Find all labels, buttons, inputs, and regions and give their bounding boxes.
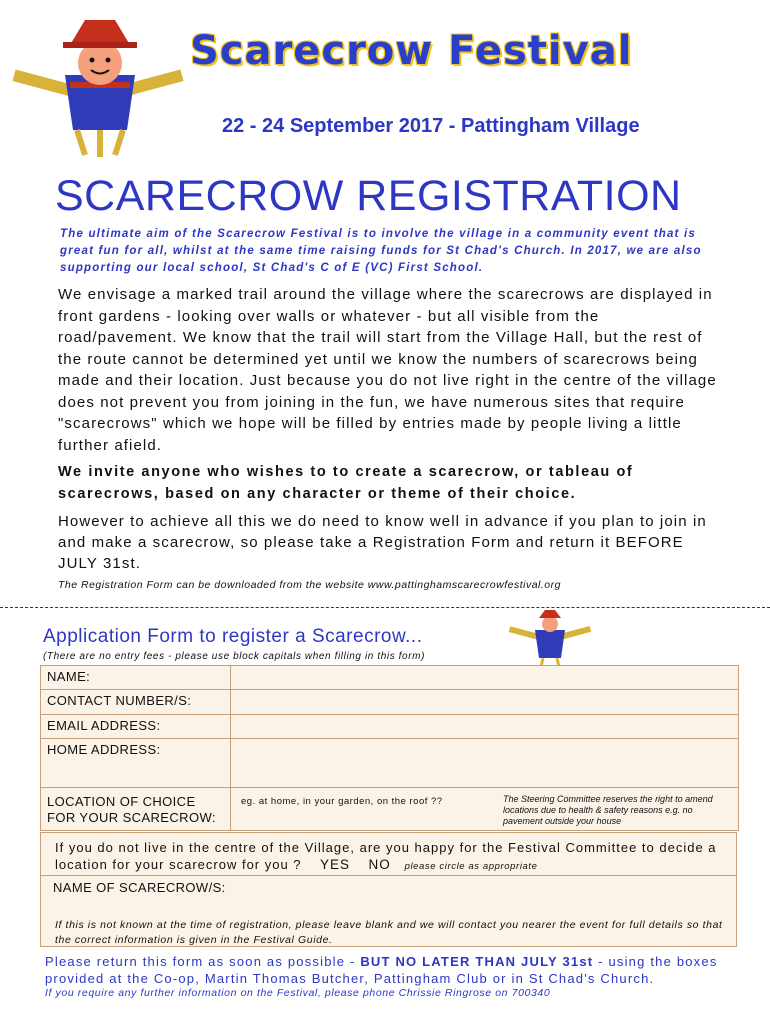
download-note: The Registration Form can be downloaded from the website www.pattinghamscarecrowfestival.org [58, 579, 561, 591]
location-label [41, 788, 231, 830]
trail-paragraph: We envisage a marked trail around the village where the scarecrows are displayed in front gardens - looking over walls or whatever - but all visible from the road/pavement. We know that the trail will start from the Village Hall, but the rest of the route cannot be determined yet until we know the numbers of scarecrows being made and their location. Just because you do not live right in the centre of the village does not prevent you from joining in the fun, we have numerous sites that require "scarecrows" which we hope will be filled by entries made by people living a little further afield. [58, 286, 717, 454]
invitation-paragraph: We invite anyone who wishes to to create a scarecrow, or tableau of scarecrows, based on any character or theme of their choice. [58, 464, 634, 502]
home-address-row [41, 739, 738, 788]
scarecrow-name-box[interactable] [40, 875, 737, 947]
contact-field[interactable] [231, 690, 738, 714]
name-field[interactable] [231, 666, 738, 689]
contact-info: If you require any further information on the Festival, please phone Chrissie Ringrose on 700340 [45, 987, 551, 999]
no-option[interactable]: NO [368, 857, 391, 872]
contact-row [41, 690, 738, 715]
contact-label: CONTACT NUMBER/S: [41, 690, 231, 714]
name-row [41, 666, 738, 690]
home-address-field[interactable] [231, 739, 738, 787]
location-row [41, 788, 738, 830]
scarecrow-name-hint: If this is not known at the time of registration, please leave blank and we will contact you nearer the event for full details so that the correct information is given in the Festival Guide. [55, 919, 723, 946]
festival-dates: 22 - 24 September 2017 - Pattingham Village [222, 115, 640, 137]
return-deadline: BUT NO LATER THAN JULY 31st [360, 954, 594, 969]
application-subtitle: (There are no entry fees - please use block capitals when filling in this form) [43, 651, 425, 662]
festival-title: Scarecrow Festival [190, 28, 633, 74]
return-prefix: Please return this form as soon as possible - [45, 954, 356, 969]
location-field[interactable] [231, 788, 738, 830]
application-title: Application Form to register a Scarecrow... [43, 626, 423, 647]
application-form [40, 665, 739, 831]
yes-option[interactable]: YES [320, 857, 351, 872]
location-hint: eg. at home, in your garden, on the roof ?? [241, 796, 443, 807]
location-label-line1: LOCATION OF CHOICE [47, 794, 196, 809]
email-row [41, 715, 738, 739]
intro-paragraph: The ultimate aim of the Scarecrow Festival is to involve the village in a community event that is great fun for all, whilst at the same time raising funds for St Chad's Church. In 2017, we are also supporting our local school, St Chad's C of E (VC) First School. [60, 228, 702, 274]
small-scarecrow-icon [505, 610, 595, 668]
return-instructions [45, 953, 745, 987]
scarecrow-illustration [5, 15, 195, 160]
email-field[interactable] [231, 715, 738, 738]
circle-note: please circle as appropriate [404, 861, 538, 872]
registration-paragraph: However to achieve all this we do need to know well in advance if you plan to join in and make a scarecrow, so please take a Registration Form and return it BEFORE JULY 31st. [58, 513, 707, 572]
home-address-label: HOME ADDRESS: [41, 739, 231, 787]
scarecrow-name-label: NAME OF SCARECROW/S: [53, 880, 226, 895]
page-title: SCARECROW REGISTRATION [55, 172, 682, 220]
cut-line-divider [0, 607, 770, 608]
email-label: EMAIL ADDRESS: [41, 715, 231, 738]
location-question-text: If you do not live in the centre of the Village, are you happy for the Festival Committee to decide a location for your scarecrow for you ? [55, 840, 717, 872]
location-question-box [40, 832, 737, 876]
location-note: The Steering Committee reserves the right to amend locations due to health & safety reasons e.g. no pavement outside your house [503, 794, 713, 826]
return-suffix: - using the boxes provided at the Co-op, Martin Thomas Butcher, Pattingham Club or in St Chad's Church. [45, 954, 718, 986]
name-label: NAME: [41, 666, 231, 689]
location-label-line2: FOR YOUR SCARECROW: [47, 810, 216, 825]
location-question [55, 839, 735, 875]
